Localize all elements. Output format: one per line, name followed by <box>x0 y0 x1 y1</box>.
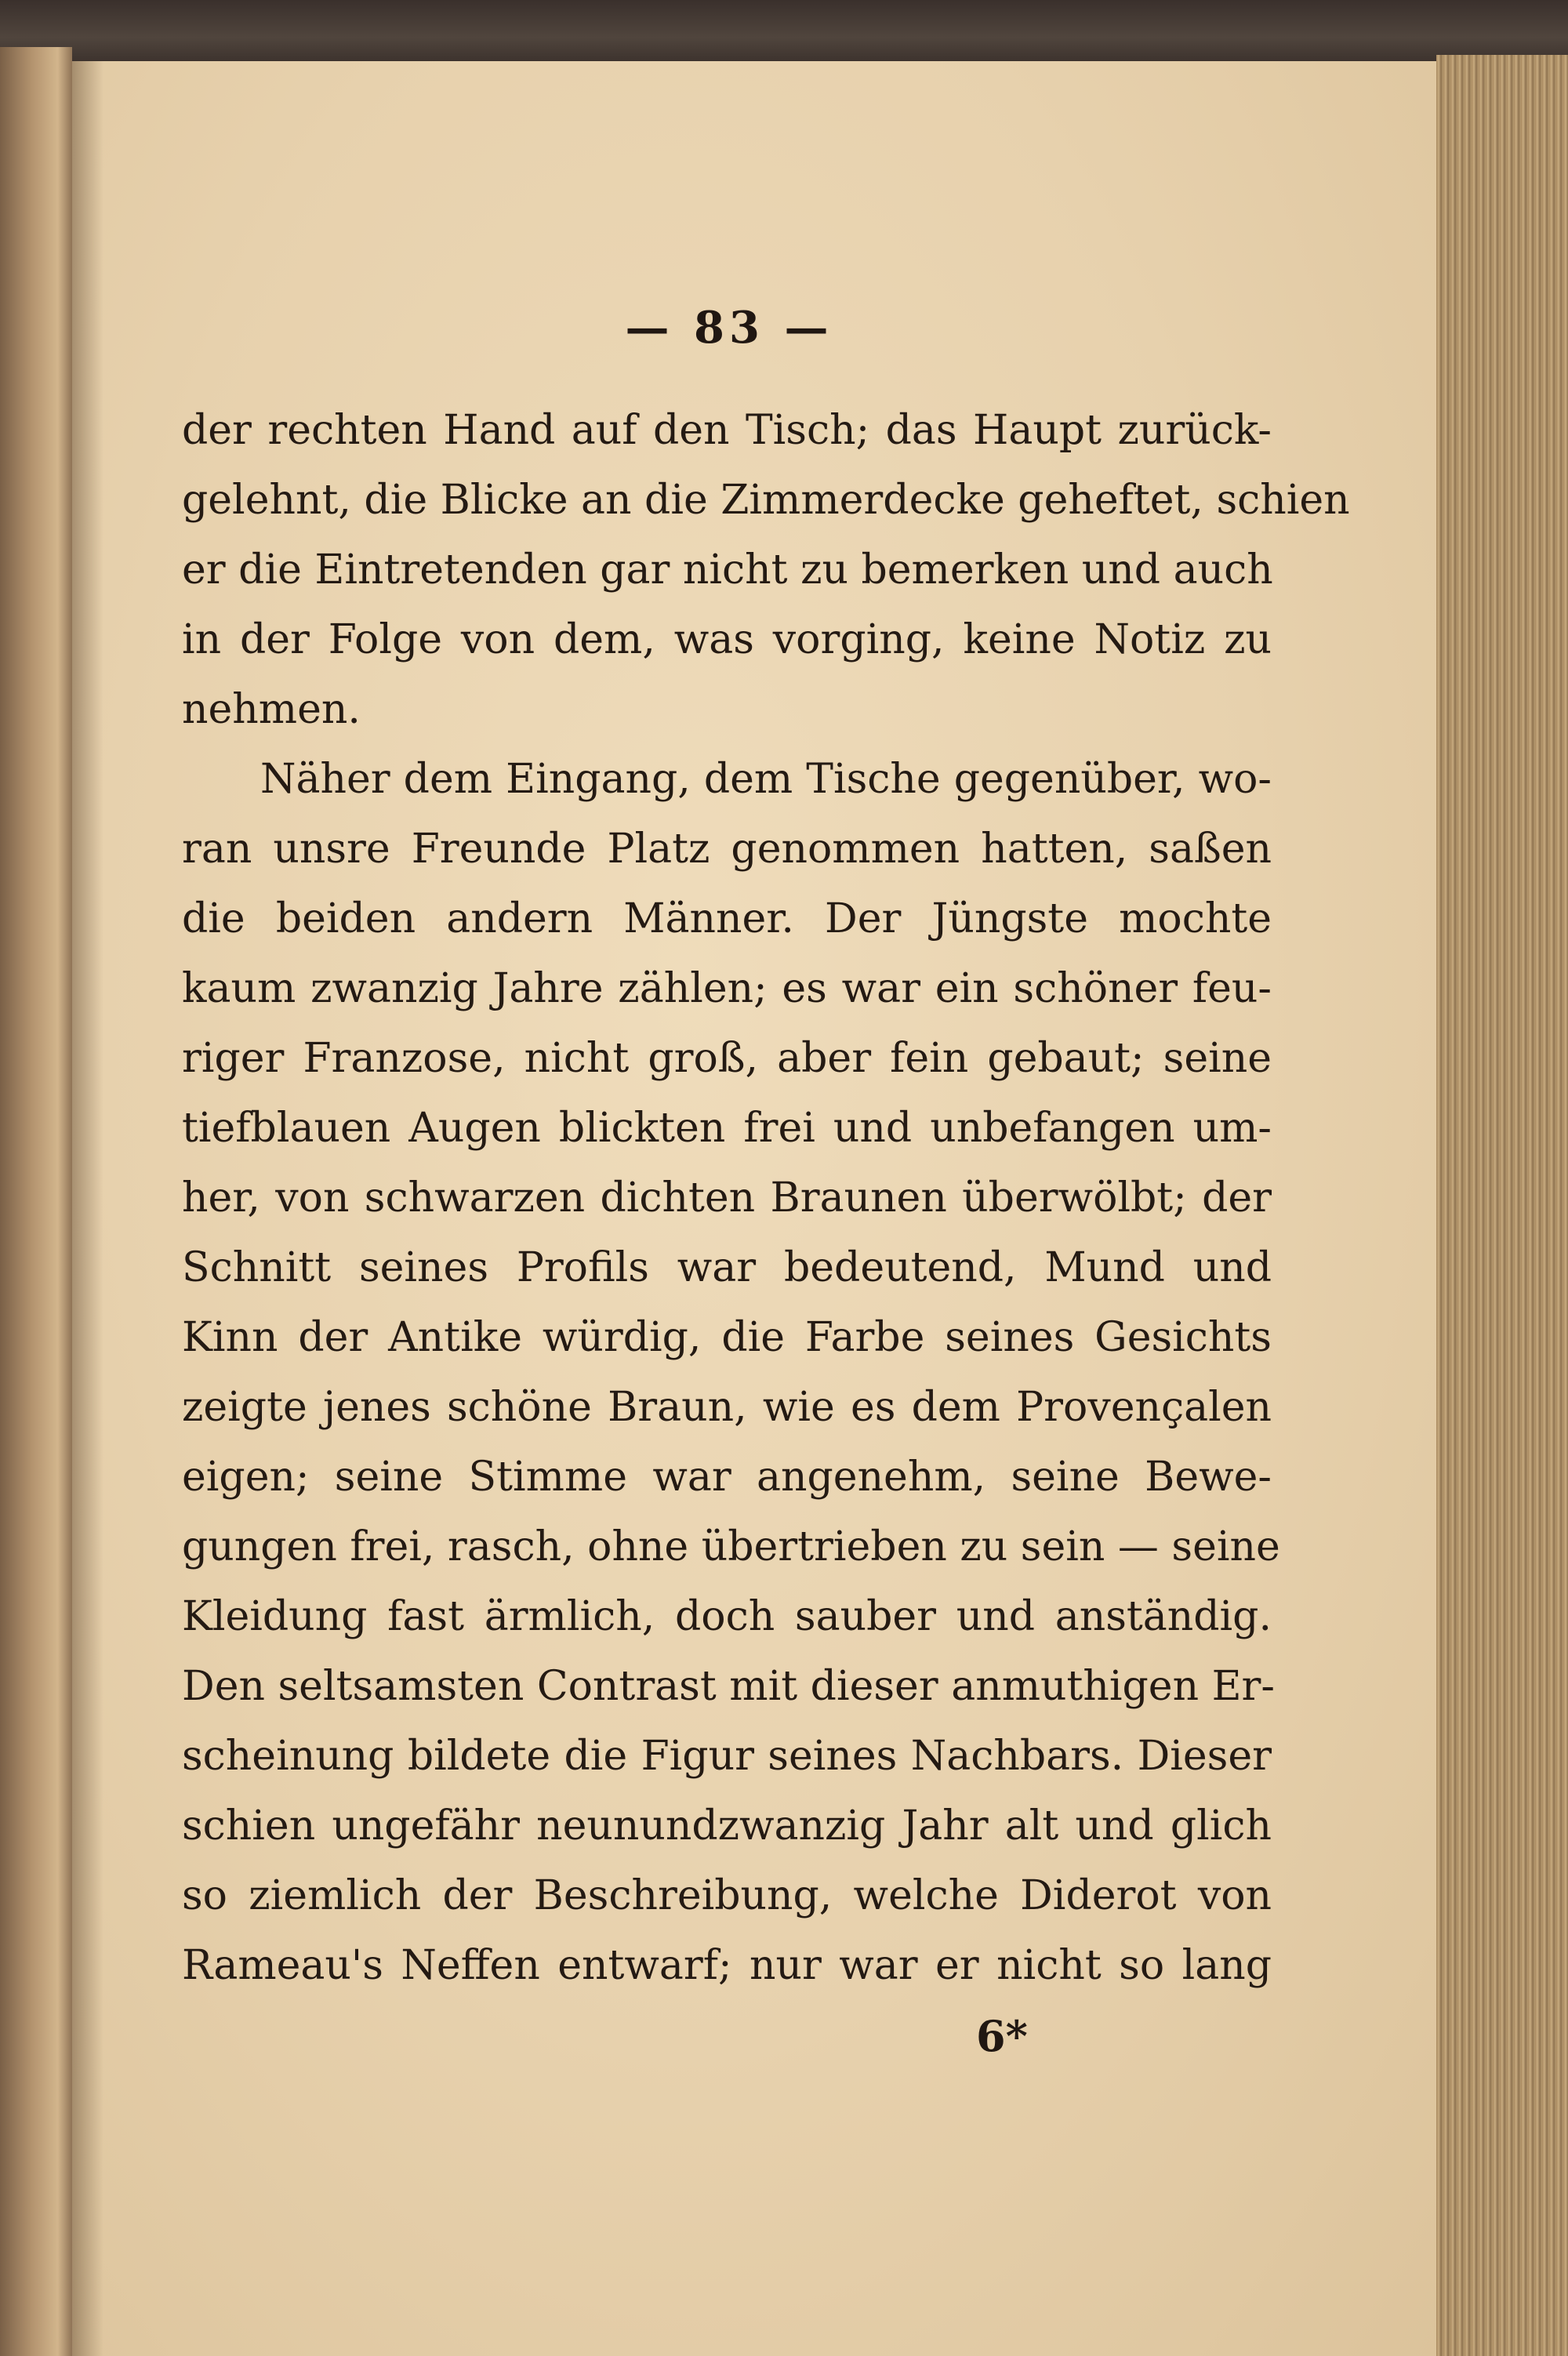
text-line: zeigte jenes schöne Braun, wie es dem Provençalen <box>182 1384 1272 1431</box>
text-line: Kleidung fast ärmlich, doch sauber und anständig. <box>182 1593 1272 1640</box>
text-line: Rameau's Neffen entwarf; nur war er nicht so lang <box>182 1942 1272 1989</box>
text-line: nehmen. <box>182 686 361 733</box>
text-line: her, von schwarzen dichten Braunen überwölbt; der <box>182 1174 1272 1222</box>
text-line: kaum zwanzig Jahre zählen; es war ein schöner feu- <box>182 965 1272 1012</box>
page-number-header: — 83 — <box>625 302 833 354</box>
text-line: scheinung bildete die Figur seines Nachbars. Dieser <box>182 1733 1272 1780</box>
text-line: schien ungefähr neunundzwanzig Jahr alt und glich <box>182 1802 1272 1850</box>
text-line: Schnitt seines Profils war bedeutend, Mund und <box>182 1244 1272 1291</box>
text-line: der rechten Hand auf den Tisch; das Haupt zurück- <box>182 407 1272 454</box>
book-binding-top <box>0 0 1568 63</box>
text-line: tiefblauen Augen blickten frei und unbefangen um- <box>182 1105 1272 1152</box>
text-line: die beiden andern Männer. Der Jüngste mochte <box>182 895 1272 942</box>
text-line: so ziemlich der Beschreibung, welche Diderot von <box>182 1872 1272 1919</box>
gutter-shadow <box>72 61 103 2356</box>
text-line: Kinn der Antike würdig, die Farbe seines Gesichts <box>182 1314 1272 1361</box>
text-line: Näher dem Eingang, dem Tische gegenüber, wo- <box>260 756 1272 803</box>
page-block-edges <box>1436 55 1568 2356</box>
text-line: eigen; seine Stimme war angenehm, seine Bewe- <box>182 1454 1272 1501</box>
facing-page-edge <box>0 47 72 2356</box>
text-line: gungen frei, rasch, ohne übertrieben zu sein — seine <box>182 1523 1280 1570</box>
text-line: in der Folge von dem, was vorging, keine Notiz zu <box>182 616 1272 663</box>
signature-mark: 6* <box>976 2011 1028 2061</box>
body-text <box>182 396 1350 2001</box>
text-line: gelehnt, die Blicke an die Zimmerdecke geheftet, schien <box>182 477 1350 524</box>
text-line: riger Franzose, nicht groß, aber fein gebaut; seine <box>182 1035 1272 1082</box>
text-line: ran unsre Freunde Platz genommen hatten, saßen <box>182 826 1272 873</box>
text-line: Den seltsamsten Contrast mit dieser anmuthigen Er- <box>182 1663 1275 1710</box>
text-line: er die Eintretenden gar nicht zu bemerken und auch <box>182 546 1273 594</box>
